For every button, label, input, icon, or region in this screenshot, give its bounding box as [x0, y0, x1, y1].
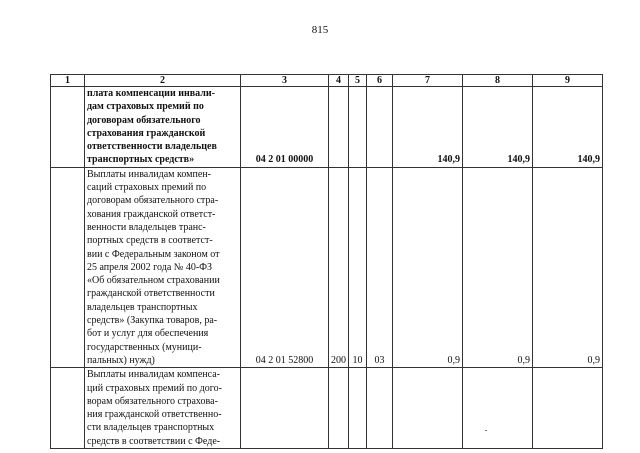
col8-cell: 140,9 — [463, 87, 533, 168]
col6-cell: 03 — [367, 167, 393, 367]
col5-cell — [349, 87, 367, 168]
column-header: 8 — [463, 75, 533, 87]
header-row — [51, 75, 603, 87]
code-cell — [241, 368, 329, 449]
col4-cell — [329, 368, 349, 449]
col7-cell: 140,9 — [393, 87, 463, 168]
row-number-cell — [51, 368, 85, 449]
col9-cell: 0,9 — [533, 167, 603, 367]
col7-cell: 0,9 — [393, 167, 463, 367]
column-header: 6 — [367, 75, 393, 87]
row-name-cell: Выплаты инвалидам компенса- ций страховых премий по дого- ворам обязательного страхова- ния гражданской ответственно- сти владельцев транспортных средств в соответствии с Феде- — [85, 368, 241, 449]
scan-mark — [485, 430, 487, 431]
row-name-cell: плата компенсации инвали- дам страховых премий по договорам обязательного страхования гражданской ответственности владельцев транспортных средств» — [85, 87, 241, 168]
column-header: 1 — [51, 75, 85, 87]
column-header: 9 — [533, 75, 603, 87]
column-header: 5 — [349, 75, 367, 87]
row-number-cell — [51, 167, 85, 367]
col4-cell: 200 — [329, 167, 349, 367]
column-header: 2 — [85, 75, 241, 87]
table-row — [51, 87, 603, 168]
page-number: 815 — [311, 24, 329, 36]
col6-cell — [367, 87, 393, 168]
col5-cell — [349, 368, 367, 449]
col9-cell: 140,9 — [533, 87, 603, 168]
col8-cell: 0,9 — [463, 167, 533, 367]
column-header: 4 — [329, 75, 349, 87]
row-name-cell: Выплаты инвалидам компен- саций страховых премий по договорам обязательного стра- хования гражданской ответст- венности владельцев транс- портных средств в соответст- вии с Федеральным законом от 25 апреля 2002 года № 40-ФЗ «Об обязательном страховании гражданской ответственности владельцев транспортных средств» (Закупка товаров, ра- бот и услуг для обеспечения государственных (муници- пальных) нужд) — [85, 167, 241, 367]
code-cell: 04 2 01 00000 — [241, 87, 329, 168]
table-row — [51, 167, 603, 367]
col4-cell — [329, 87, 349, 168]
column-header: 7 — [393, 75, 463, 87]
column-header: 3 — [241, 75, 329, 87]
col9-cell — [533, 368, 603, 449]
col5-cell: 10 — [349, 167, 367, 367]
row-number-cell — [51, 87, 85, 168]
budget-table — [50, 74, 603, 449]
col8-cell — [463, 368, 533, 449]
col7-cell — [393, 368, 463, 449]
table-row — [51, 368, 603, 449]
col6-cell — [367, 368, 393, 449]
code-cell: 04 2 01 52800 — [241, 167, 329, 367]
